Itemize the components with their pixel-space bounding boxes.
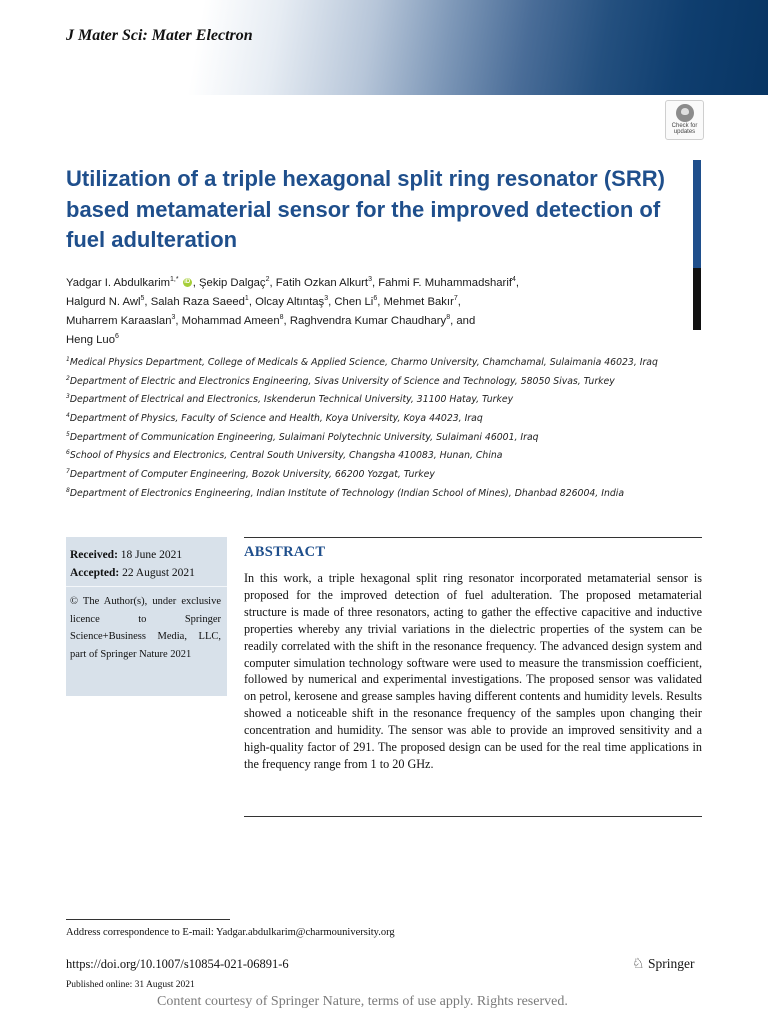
affiliation-item: $^6$School of Physics and Electronics, Central South University, Changsha 410083, Hunan, China bbox=[66, 449, 503, 462]
affiliation-item: $^8$Department of Electronics Engineering, Indian Institute of Technology (Indian School of Mines), Dhanbad 826004, India bbox=[66, 486, 625, 499]
author-name: Fatih Ozkan Alkurt$^3$ bbox=[275, 276, 372, 289]
abstract-bottom-rule bbox=[244, 816, 702, 817]
section-marker-bar bbox=[693, 160, 701, 330]
license-statement: © The Author(s), under exclusive licence to Springer Science+Business Media, LLC, part of Springer Nature 2021 bbox=[70, 596, 221, 660]
author-name: Olcay Altıntaş$^3$ bbox=[255, 294, 329, 308]
doi-link[interactable]: https://doi.org/10.1007/s10854-021-06891-6 bbox=[66, 957, 289, 971]
author-name: Yadgar I. Abdulkarim$^{1,*}$ iD bbox=[66, 276, 191, 289]
abstract-body: In this work, a triple hexagonal split ring resonator incorporated metamaterial sensor is proposed for the improved detection of fuel adulteration. The proposed metamaterial structure is made of three resonators, acting to gather the effective capacitive and inductive properties whereby any trivial variations in the dielectric properties of the system can be readily correlated with the shift in the resonance frequency. The advanced design system and computer simulation technology software were used to measure the transmission coefficient, followed by numerical and experimental investigations. The proposed sensor was validated on petrol, kerosene and grease samples having different contents and humidity levels. Results showed a noticeable shift in the resonance frequency of the samples upon changing their concentration and humidity. The sensor was able to provide an improved sensitivity and a high-quality factor of 291. The proposed design can be used for the real time applications in the frequency range from 1 to 20 GHz. bbox=[244, 571, 702, 771]
author-list: Yadgar I. Abdulkarim$^{1,*}$ iD , Şekip Dalgaç$^2$, Fatih Ozkan Alkurt$^3$, Fahmi F. Muhammadsharif$^4$, Halgurd N. Awl$^5$, Salah Raza Saeed$^1$, Olcay Altıntaş$^3$, Chen Li$^6$, Mehmet Bakır$^7$, Muharrem Karaaslan$^3$, Mohammad Ameen$^8$, Raghvendra Kumar Chaudhary$^8$, and Heng Luo$^6$ bbox=[66, 276, 520, 346]
affiliation-item: $^3$Department of Electrical and Electronics, Iskenderun Technical University, 31100 Hatay, Turkey bbox=[66, 393, 514, 406]
received-date: Received: 18 June 2021 bbox=[70, 549, 183, 561]
accepted-date: Accepted: 22 August 2021 bbox=[70, 567, 195, 579]
author-name: Salah Raza Saeed$^1$ bbox=[150, 294, 249, 308]
affiliation-item: $^1$Medical Physics Department, College of Medicals & Applied Science, Charmo University, Chamchamal, Sulaimania 46023, Iraq bbox=[66, 356, 658, 369]
affiliation-item: $^2$Department of Electric and Electronics Engineering, Sivas University of Science and Technology, 58050 Sivas, Turkey bbox=[66, 374, 615, 387]
crossmark-label: Check for updates bbox=[671, 123, 698, 135]
correspondence-note: Address correspondence to E-mail: Yadgar.abdulkarim@charmouniversity.org bbox=[66, 927, 395, 938]
article-info-box bbox=[66, 537, 227, 696]
author-name: Heng Luo$^6$ bbox=[66, 332, 119, 346]
author-name: Chen Li$^6$ bbox=[334, 294, 378, 308]
crossmark-icon bbox=[676, 104, 694, 122]
author-name: Mehmet Bakır$^7$ bbox=[383, 294, 458, 308]
author-name: Mohammad Ameen$^8$ bbox=[181, 313, 284, 327]
courtesy-notice: Content courtesy of Springer Nature, terms of use apply. Rights reserved. bbox=[157, 994, 568, 1009]
journal-name: J Mater Sci: Mater Electron bbox=[66, 27, 253, 44]
orcid-icon[interactable]: iD bbox=[184, 279, 191, 286]
abstract-heading: ABSTRACT bbox=[244, 544, 326, 560]
affiliation-item: $^4$Department of Physics, Faculty of Science and Health, Koya University, Koya 44023, Iraq bbox=[66, 412, 483, 425]
affiliation-item: $^7$Department of Computer Engineering, Bozok University, 66200 Yozgat, Turkey bbox=[66, 468, 435, 481]
affiliation-item: $^5$Department of Communication Engineering, Sulaimani Polytechnic University, Sulaimani 46001, Iraq bbox=[66, 430, 539, 443]
published-online: Published online: 31 August 2021 bbox=[66, 980, 195, 990]
author-name: Fahmi F. Muhammadsharif$^4$ bbox=[378, 276, 516, 289]
abstract-top-rule bbox=[244, 537, 702, 538]
author-name: Şekip Dalgaç$^2$ bbox=[199, 276, 270, 289]
springer-logo: ♘ Springer bbox=[632, 956, 695, 972]
author-name: Raghvendra Kumar Chaudhary$^8$ bbox=[289, 313, 451, 327]
author-name: Muharrem Karaaslan$^3$ bbox=[66, 313, 176, 327]
springer-horse-icon: ♘ bbox=[632, 957, 645, 972]
affiliation-list bbox=[66, 352, 726, 502]
footnote-rule bbox=[66, 919, 230, 920]
article-title: Utilization of a triple hexagonal split ring resonator (SRR) based metamaterial sensor for the improved detection of fuel adulteration bbox=[66, 166, 665, 252]
check-for-updates-badge[interactable] bbox=[665, 100, 704, 140]
journal-banner bbox=[0, 0, 768, 95]
author-name: Halgurd N. Awl$^5$ bbox=[66, 294, 145, 308]
